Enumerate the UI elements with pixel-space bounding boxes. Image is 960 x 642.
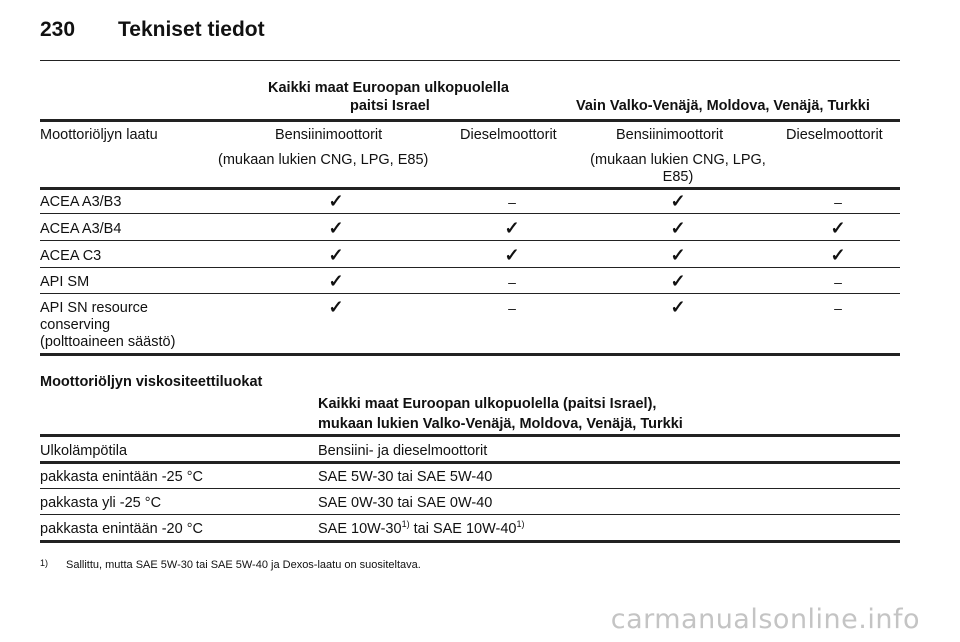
check-icon: ✓ (670, 245, 686, 265)
temperature-cell: pakkasta enintään -25 °C (40, 469, 203, 485)
watermark: carmanualsonline.info (610, 604, 920, 635)
temperature-cell: pakkasta enintään -20 °C (40, 521, 203, 537)
fuel-note-1: (mukaan lukien CNG, LPG, E85) (218, 152, 429, 168)
dash-mark: – (508, 300, 516, 316)
row-divider (40, 240, 900, 241)
check-icon: ✓ (670, 218, 686, 238)
check-icon: ✓ (328, 191, 344, 211)
group-heading-line2: mukaan lukien Valko-Venäjä, Moldova, Venäjä, Turkki (318, 416, 683, 432)
group1-heading-line1: Kaikki maat Euroopan ulkopuolella (268, 80, 509, 96)
row-label-line2: conserving (40, 317, 111, 333)
check-icon: ✓ (328, 218, 344, 238)
section-title: Moottoriöljyn viskositeettiluokat (40, 374, 263, 390)
grade-cell (318, 521, 525, 537)
grade-b: tai SAE 10W-40 (409, 521, 517, 537)
grade-a: SAE 10W-30 (318, 521, 402, 537)
check-icon: ✓ (830, 218, 846, 238)
column-header-diesel-1: Dieselmoottorit (460, 127, 557, 143)
grade-cell: SAE 0W-30 tai SAE 0W-40 (318, 495, 493, 511)
row-label: ACEA A3/B4 (40, 221, 122, 237)
footnote-ref: 1) (516, 519, 525, 529)
table-rule (40, 119, 900, 122)
column-header-temperature: Ulkolämpötila (40, 443, 128, 459)
footnote-text: Sallittu, mutta SAE 5W-30 tai SAE 5W-40 ja Dexos-laatu on suositeltava. (66, 559, 421, 571)
row-divider (40, 293, 900, 294)
group2-heading: Vain Valko-Venäjä, Moldova, Venäjä, Turkki (576, 98, 870, 114)
table-end-rule (40, 353, 900, 356)
dash-mark: – (508, 274, 516, 290)
page-number: 230 (40, 18, 76, 41)
row-label: ACEA A3/B3 (40, 194, 122, 210)
page-title: Tekniset tiedot (118, 18, 265, 41)
column-header-petrol-1: Bensiinimoottorit (275, 127, 383, 143)
temperature-cell: pakkasta yli -25 °C (40, 495, 162, 511)
row-divider (40, 488, 900, 489)
footnote-ref: 1) (401, 519, 410, 529)
check-icon: ✓ (670, 297, 686, 317)
column-header-petrol-2: Bensiinimoottorit (616, 127, 724, 143)
check-icon: ✓ (830, 245, 846, 265)
table-end-rule (40, 540, 900, 543)
fuel-note-2-line1: (mukaan lukien CNG, LPG, (590, 152, 766, 168)
fuel-note-2-line2: E85) (662, 169, 694, 185)
column-header-diesel-2: Dieselmoottorit (786, 127, 883, 143)
check-icon: ✓ (670, 191, 686, 211)
table-rule (40, 434, 900, 437)
check-icon: ✓ (504, 218, 520, 238)
row-divider (40, 213, 900, 214)
table-rule (40, 187, 900, 190)
row-label: API SM (40, 274, 90, 290)
dash-mark: – (834, 300, 842, 316)
check-icon: ✓ (328, 245, 344, 265)
dash-mark: – (834, 194, 842, 210)
header-rule (40, 60, 900, 61)
row-label-line1: API SN resource (40, 300, 148, 316)
check-icon: ✓ (670, 271, 686, 291)
row-divider (40, 267, 900, 268)
group1-heading-line2: paitsi Israel (350, 98, 430, 114)
table-rule (40, 461, 900, 464)
grade-cell: SAE 5W-30 tai SAE 5W-40 (318, 469, 493, 485)
check-icon: ✓ (504, 245, 520, 265)
row-label: ACEA C3 (40, 248, 102, 264)
check-icon: ✓ (328, 271, 344, 291)
dash-mark: – (834, 274, 842, 290)
row-label-line3: (polttoaineen säästö) (40, 334, 176, 350)
dash-mark: – (508, 194, 516, 210)
column-header-engines: Bensiini- ja dieselmoottorit (318, 443, 488, 459)
row-divider (40, 514, 900, 515)
group-heading-line1: Kaikki maat Euroopan ulkopuolella (paitsi Israel), (318, 396, 657, 412)
footnote-mark: 1) (40, 558, 49, 568)
column-header-quality: Moottoriöljyn laatu (40, 127, 158, 143)
check-icon: ✓ (328, 297, 344, 317)
